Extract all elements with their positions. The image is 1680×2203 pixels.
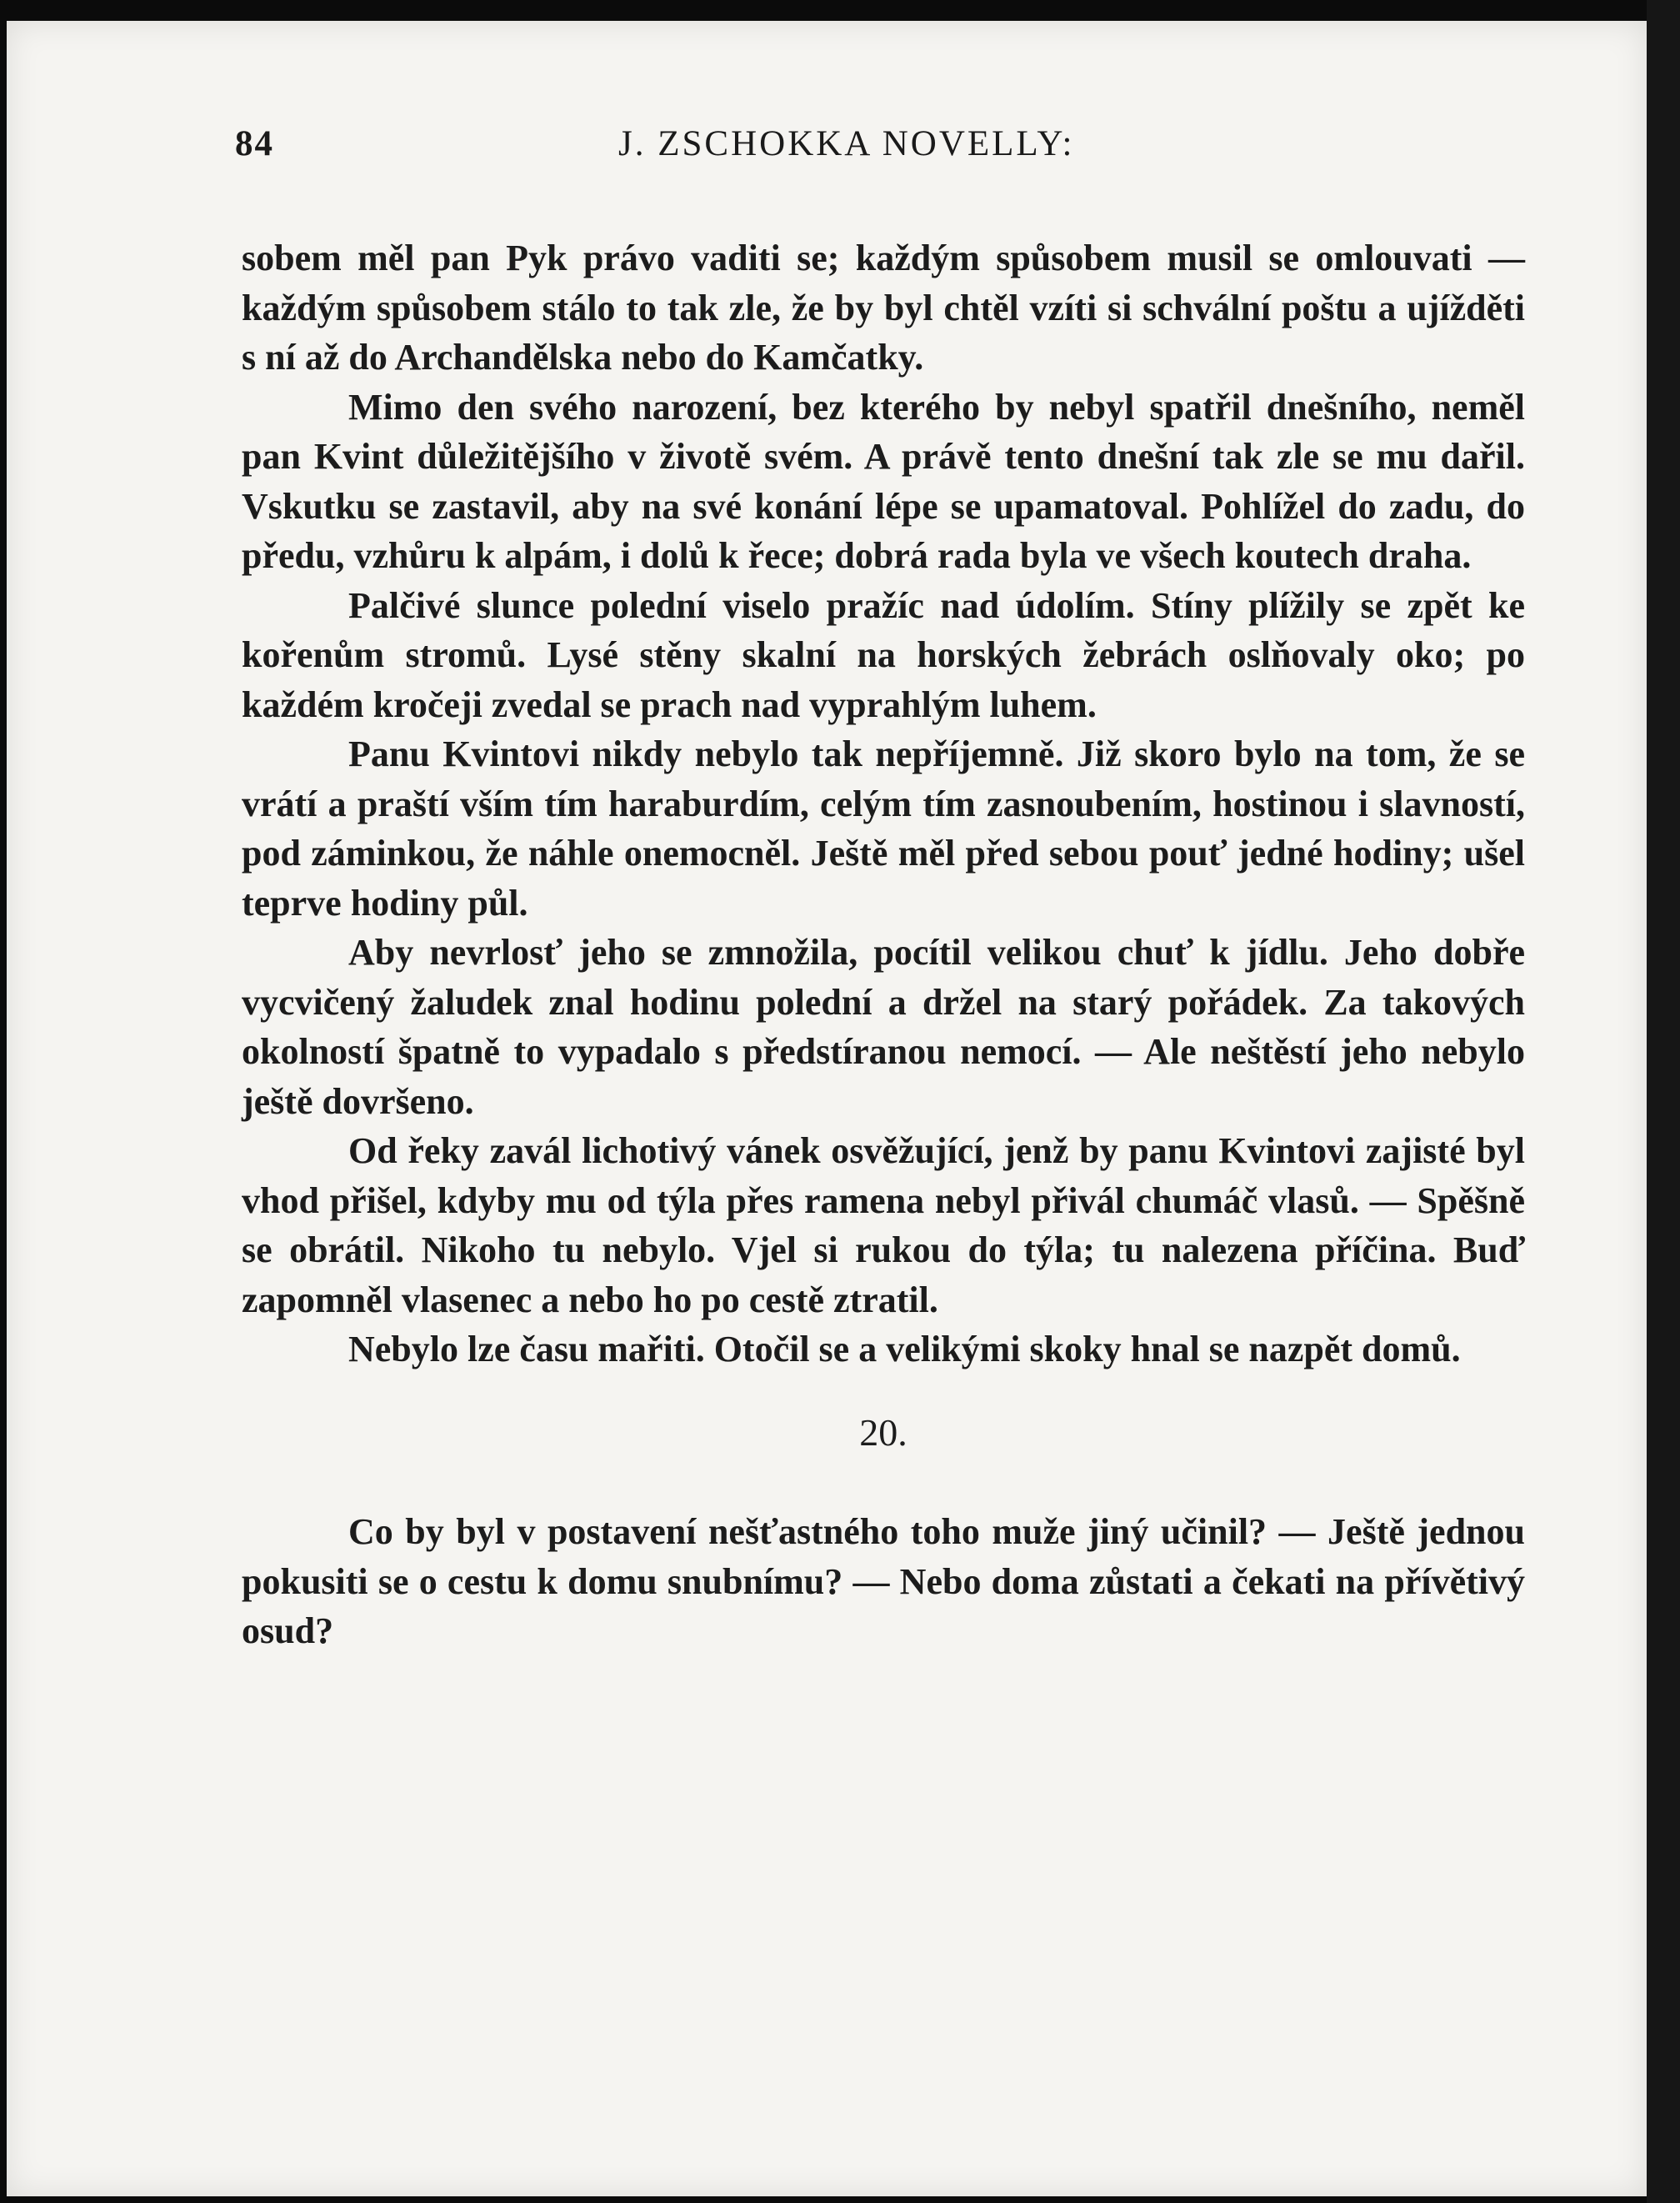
running-head: J. ZSCHOKKA NOVELLY: (618, 124, 1075, 163)
paragraph: Co by byl v postavení nešťastného toho muže jiný učinil? — Ještě jednou pokusiti se o cestu k domu snubnímu? — Nebo doma zůstati a čekati na přívětivý osud? (242, 1511, 1525, 1651)
body-text (242, 233, 1525, 1656)
paragraph: Od řeky zavál lichotivý vánek osvěžující, jenž by panu Kvintovi zajisté byl vhod přišel, kdyby mu od týla přes ramena nebyl přivál chumáč vlasů. — Spěšně se obrátil. Nikoho tu nebylo. Vjel si rukou do týla; tu nalezena příčina. Buď zapomněl vlasenec a nebo ho po cestě ztratil. (242, 1130, 1525, 1320)
paragraph: Panu Kvintovi nikdy nebylo tak nepříjemně. Již skoro bylo na tom, že se vrátí a praští vším tím haraburdím, celým tím zasnoubením, hostinou i slavností, pod záminkou, že náhle onemocněl. Ještě měl před sebou pouť jedné hodiny; ušel teprve hodiny půl. (242, 733, 1525, 924)
paragraph: Palčivé slunce polední viselo pražíc nad údolím. Stíny plížily se zpět ke kořenům stromů. Lysé stěny skalní na horských žebrách oslňovaly oko; po každém kročeji zvedal se prach nad vyprahlým luhem. (242, 584, 1525, 725)
page-number: 84 (235, 124, 274, 163)
paragraph: Aby nevrlosť jeho se zmnožila, pocítil velikou chuť k jídlu. Jeho dobře vycvičený žaludek znal hodinu polední a držel na starý pořádek. Za takových okolností špatně to vypadalo s předstíranou nemocí. — Ale neštěstí jeho nebylo ještě dovršeno. (242, 932, 1525, 1122)
page-header (235, 123, 1512, 182)
scan-edge (1647, 0, 1680, 2203)
paragraph: sobem měl pan Pyk právo vaditi se; každým spůsobem musil se omlouvati — každým spůsobem stálo to tak zle, že by byl chtěl vzíti si schvální poštu a ujížděti s ní až do Archandělska nebo do Kamčatky. (242, 238, 1525, 378)
paragraph: Nebylo lze času mařiti. Otočil se a velikými skoky hnal se nazpět domů. (348, 1329, 1461, 1369)
paragraph: Mimo den svého narození, bez kterého by nebyl spatřil dnešního, neměl pan Kvint důležitějšího v životě svém. A právě tento dnešní tak zle se mu dařil. Vskutku se zastavil, aby na své konání lépe se upamatoval. Pohlížel do zadu, do předu, vzhůru k alpám, i dolů k řece; dobrá rada byla ve všech koutech draha. (242, 386, 1525, 576)
section-number: 20. (859, 1410, 908, 1454)
